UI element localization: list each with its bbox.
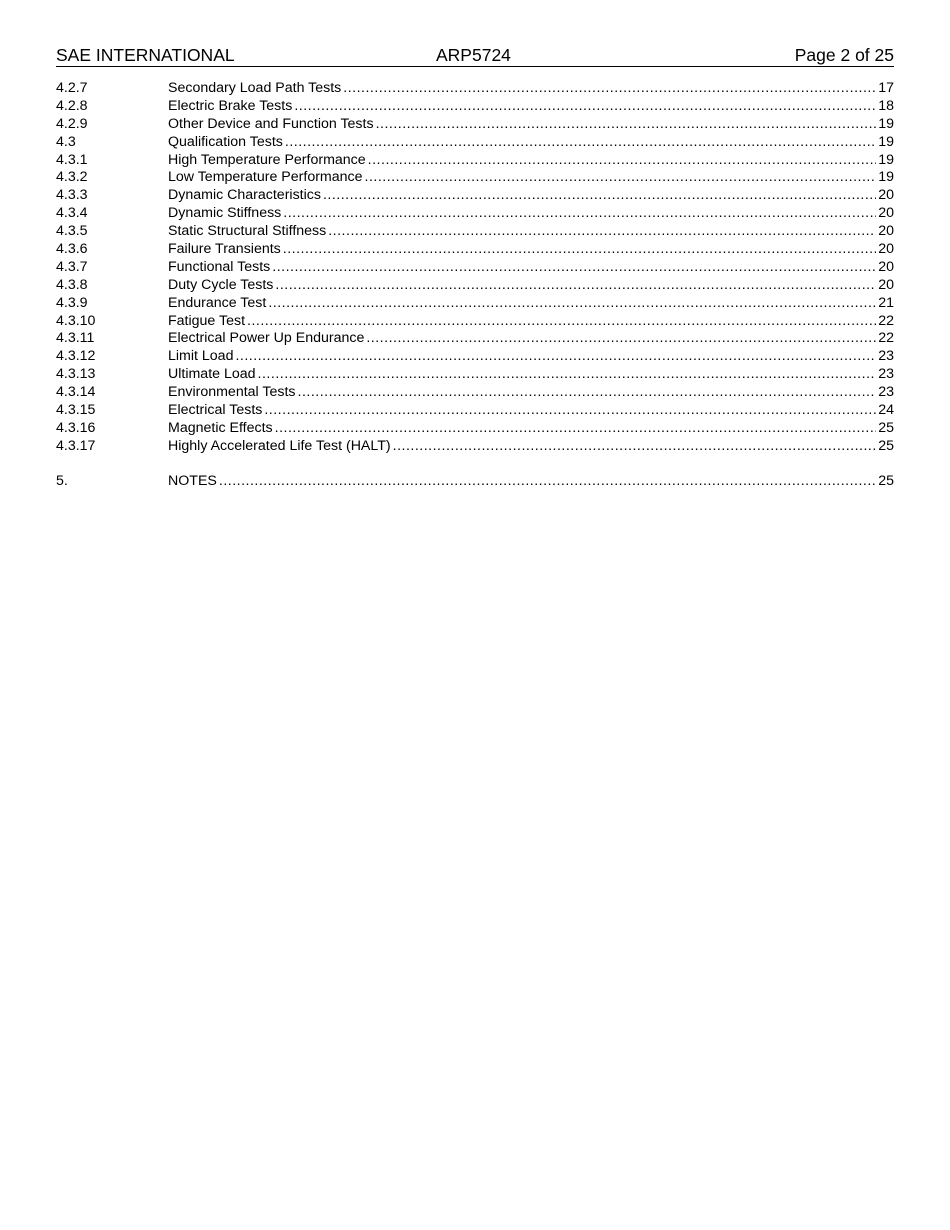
- toc-entry-number: 4.3.2: [56, 169, 88, 186]
- toc-entry-page: 18: [878, 97, 894, 114]
- toc-entry-title: Other Device and Function Tests: [168, 115, 374, 132]
- dot-leader: [283, 241, 876, 259]
- toc-entry-number: 4.3.12: [56, 348, 96, 365]
- toc-entry-title: Failure Transients: [168, 241, 281, 258]
- toc-entry-page: 25: [878, 419, 894, 436]
- toc-entry: [56, 295, 894, 313]
- dot-leader: [365, 169, 877, 187]
- dot-leader: [275, 420, 877, 438]
- toc-entry-page: 19: [878, 115, 894, 132]
- toc-entry-page: 21: [878, 294, 894, 311]
- toc-entry: [56, 80, 894, 98]
- toc-entry-page: 23: [878, 348, 894, 365]
- toc-entry-number: 4.3.7: [56, 258, 88, 275]
- toc-entry: [56, 116, 894, 134]
- toc-entry: [56, 384, 894, 402]
- toc-entry: [56, 98, 894, 116]
- page-number: Page 2 of 25: [794, 45, 894, 65]
- toc-entry-number: 4.2.9: [56, 115, 88, 132]
- toc-entry-number: 4.3.8: [56, 276, 88, 293]
- page-header: [56, 44, 894, 67]
- toc-entry-page: 20: [878, 205, 894, 222]
- toc-entry: [56, 277, 894, 295]
- toc-entry-number: 4.3.5: [56, 223, 88, 240]
- dot-leader: [219, 473, 876, 491]
- toc-entry-number: 4.3.4: [56, 205, 88, 222]
- toc-entry-title: Dynamic Stiffness: [168, 205, 282, 222]
- dot-leader: [393, 438, 877, 456]
- toc-entry-number: 4.3: [56, 133, 76, 150]
- toc-entry: [56, 420, 894, 438]
- toc-entry: [56, 152, 894, 170]
- toc-entry-title: Static Structural Stiffness: [168, 223, 327, 240]
- toc-entry: [56, 187, 894, 205]
- toc-entry-number: 4.3.11: [56, 330, 95, 347]
- toc-entry-title: Duty Cycle Tests: [168, 276, 274, 293]
- toc-entry: [56, 330, 894, 348]
- dot-leader: [268, 295, 876, 313]
- toc-entry-title: Low Temperature Performance: [168, 169, 363, 186]
- toc-entry-title: NOTES: [168, 472, 217, 489]
- toc-entry-number: 4.3.13: [56, 366, 96, 383]
- dot-leader: [298, 384, 877, 402]
- toc-entry: [56, 241, 894, 259]
- dot-leader: [366, 330, 876, 348]
- toc-entry-number: 4.3.14: [56, 384, 96, 401]
- toc-entry-page: 22: [878, 330, 894, 347]
- toc-entry: [56, 205, 894, 223]
- dot-leader: [235, 348, 876, 366]
- toc-entry-page: 23: [878, 384, 894, 401]
- toc-entry: [56, 313, 894, 331]
- toc-entry-page: 20: [878, 223, 894, 240]
- toc-entry-page: 20: [878, 276, 894, 293]
- toc-entry-title: Qualification Tests: [168, 133, 283, 150]
- toc-entry-number: 4.3.17: [56, 437, 96, 454]
- toc-entry-number: 4.3.1: [56, 151, 88, 168]
- toc-entry: [56, 169, 894, 187]
- toc-entry: [56, 366, 894, 384]
- toc-entry: [56, 438, 894, 456]
- dot-leader: [376, 116, 877, 134]
- toc-entry-number: 4.3.15: [56, 402, 96, 419]
- organization-name: SAE INTERNATIONAL: [56, 45, 235, 65]
- dot-leader: [264, 402, 876, 420]
- toc-entry-title: Limit Load: [168, 348, 234, 365]
- toc-entry-title: Highly Accelerated Life Test (HALT): [168, 437, 391, 454]
- toc-entry-number: 4.3.10: [56, 312, 96, 329]
- toc-entry-page: 22: [878, 312, 894, 329]
- dot-leader: [328, 223, 876, 241]
- toc-entry: [56, 223, 894, 241]
- toc-entry-page: 25: [878, 472, 894, 489]
- toc-entry-page: 23: [878, 366, 894, 383]
- toc-entry: [56, 259, 894, 277]
- toc-entry-title: High Temperature Performance: [168, 151, 366, 168]
- toc-entry: [56, 134, 894, 152]
- dot-leader: [272, 259, 876, 277]
- toc-entry-page: 19: [878, 151, 894, 168]
- dot-leader: [368, 152, 877, 170]
- toc-entry-title: Environmental Tests: [168, 384, 296, 401]
- toc-entry-title: Electric Brake Tests: [168, 97, 293, 114]
- toc-entry-title: Ultimate Load: [168, 366, 256, 383]
- toc-entry-number: 5.: [56, 472, 68, 489]
- toc-entry-title: Endurance Test: [168, 294, 267, 311]
- toc-entry-title: Electrical Power Up Endurance: [168, 330, 365, 347]
- toc-entry: [56, 402, 894, 420]
- document-number: ARP5724: [436, 45, 511, 65]
- toc-entry-page: 20: [878, 187, 894, 204]
- toc-entry-page: 24: [878, 402, 894, 419]
- toc-entry-number: 4.2.8: [56, 97, 88, 114]
- dot-leader: [294, 98, 876, 116]
- toc-entry: [56, 473, 894, 491]
- toc-entry-title: Dynamic Characteristics: [168, 187, 321, 204]
- toc-entry-number: 4.3.6: [56, 241, 88, 258]
- toc-entry-page: 20: [878, 258, 894, 275]
- toc-entry-page: 25: [878, 437, 894, 454]
- toc-entry-title: Electrical Tests: [168, 402, 263, 419]
- toc-entry-title: Fatigue Test: [168, 312, 246, 329]
- dot-leader: [283, 205, 876, 223]
- toc-entry-number: 4.3.16: [56, 419, 96, 436]
- toc-entry-title: Secondary Load Path Tests: [168, 80, 342, 96]
- toc-entry-page: 19: [878, 169, 894, 186]
- toc-entry-title: Magnetic Effects: [168, 419, 273, 436]
- toc-entry-number: 4.3.9: [56, 294, 88, 311]
- toc-entry-number: 4.3.3: [56, 187, 88, 204]
- table-of-contents: [56, 80, 894, 491]
- dot-leader: [285, 134, 876, 152]
- toc-entry-page: 19: [878, 133, 894, 150]
- toc-entry: [56, 348, 894, 366]
- dot-leader: [247, 313, 876, 331]
- dot-leader: [343, 80, 876, 98]
- toc-entry-page: 17: [878, 80, 894, 96]
- toc-entry-number: 4.2.7: [56, 80, 88, 96]
- dot-leader: [323, 187, 876, 205]
- toc-entry-title: Functional Tests: [168, 258, 271, 275]
- toc-entry-page: 20: [878, 241, 894, 258]
- dot-leader: [258, 366, 877, 384]
- dot-leader: [275, 277, 876, 295]
